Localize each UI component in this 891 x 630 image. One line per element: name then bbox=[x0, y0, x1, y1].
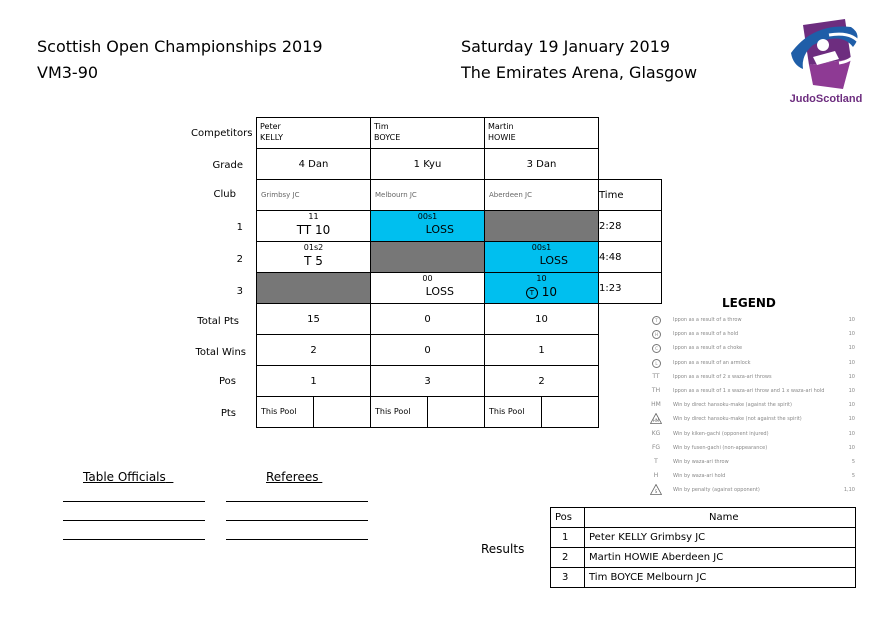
club-cell bbox=[485, 180, 599, 211]
club-name: Aberdeen JC bbox=[489, 191, 532, 199]
legend-description: Ippon as a result of 1 x waza-ari throw and 1 x waza-ari hold bbox=[673, 388, 825, 394]
legend-points: 10 bbox=[848, 317, 855, 323]
legend-item bbox=[650, 486, 865, 500]
throw-ippon-icon: T bbox=[526, 287, 538, 299]
legend-item bbox=[650, 344, 865, 358]
club-name: Melbourn JC bbox=[375, 191, 417, 199]
legend-points: 10 bbox=[848, 331, 855, 338]
label-club: Club bbox=[213, 189, 236, 200]
legend-item bbox=[650, 359, 865, 373]
legend-description: Ippon as a result of a hold bbox=[673, 331, 739, 338]
score-cell bbox=[485, 273, 599, 304]
pos-row bbox=[257, 366, 662, 397]
pos-cell: 1 bbox=[257, 366, 371, 397]
grade-cell: 4 Dan bbox=[257, 149, 371, 180]
results-pos-header: Pos bbox=[551, 508, 585, 528]
pool-grid bbox=[256, 117, 662, 428]
empty-cell bbox=[599, 149, 662, 180]
event-title: Scottish Open Championships 2019 bbox=[37, 37, 323, 56]
blank-cell bbox=[257, 273, 371, 304]
legend-points: 5 bbox=[851, 473, 855, 480]
legend-circle-icon: T bbox=[652, 316, 661, 325]
blank-cell bbox=[371, 242, 485, 273]
legend-title: LEGEND bbox=[722, 296, 776, 310]
pool-cell bbox=[371, 397, 485, 428]
result-pos: 1 bbox=[551, 528, 585, 548]
total-wins-row bbox=[257, 335, 662, 366]
legend-item bbox=[650, 458, 865, 472]
label-competitors: Competitors bbox=[191, 128, 253, 139]
pool-cell bbox=[257, 397, 371, 428]
score-code: 00 bbox=[422, 274, 433, 283]
result-name: Martin HOWIE Aberdeen JC bbox=[585, 548, 856, 568]
score-code: 10 bbox=[536, 274, 547, 283]
competitor-cell bbox=[485, 118, 599, 149]
pool-cell bbox=[485, 397, 599, 428]
pos-cell: 2 bbox=[485, 366, 599, 397]
legend-circle-icon: C bbox=[652, 344, 661, 353]
legend-item bbox=[650, 401, 865, 415]
legend-item bbox=[650, 472, 865, 486]
competitor-cell bbox=[371, 118, 485, 149]
total-wins-cell: 2 bbox=[257, 335, 371, 366]
legend-item bbox=[650, 444, 865, 458]
club-cell bbox=[371, 180, 485, 211]
legend-triangle-icon bbox=[650, 413, 662, 424]
legend-symbol: KG bbox=[651, 429, 661, 437]
results-row bbox=[551, 568, 856, 588]
referees-label: Referees bbox=[266, 470, 319, 484]
legend-description: Win by waza-ari hold bbox=[673, 473, 726, 480]
score-cell bbox=[485, 242, 599, 273]
result-name: Peter KELLY Grimbsy JC bbox=[585, 528, 856, 548]
legend-symbol: HM bbox=[651, 401, 661, 409]
legend-points: 10 bbox=[848, 388, 855, 394]
legend-description: Ippon as a result of a choke bbox=[673, 345, 743, 352]
label-pts: Pts bbox=[220, 408, 236, 419]
total-wins-cell: 0 bbox=[371, 335, 485, 366]
label-pos: Pos bbox=[218, 376, 236, 387]
legend-circle-icon: H bbox=[652, 330, 661, 339]
bout-row-1 bbox=[257, 211, 662, 242]
bout-time: 4:48 bbox=[599, 242, 662, 273]
legend-description: Win by fusen-gachi (non-appearance) bbox=[673, 444, 768, 451]
legend-description: Win by direct hansoku-make (not against the spirit) bbox=[673, 416, 802, 423]
legend-description: Ippon as a result of 2 x waza-ari throws bbox=[673, 373, 772, 380]
total-pts-cell: 15 bbox=[257, 304, 371, 335]
legend-description: Win by penalty (against opponent) bbox=[673, 487, 760, 494]
signature-line bbox=[226, 520, 368, 521]
legend-points: 10 bbox=[848, 416, 855, 423]
score-code: 11 bbox=[308, 212, 319, 221]
blank-cell bbox=[485, 211, 599, 242]
total-pts-cell: 0 bbox=[371, 304, 485, 335]
judoscotland-logo bbox=[783, 15, 869, 111]
pool-label: This Pool bbox=[257, 397, 314, 427]
total-pts-row bbox=[257, 304, 662, 335]
legend-triangle-icon bbox=[650, 484, 662, 495]
pool-label: This Pool bbox=[485, 397, 542, 427]
signature-line bbox=[63, 501, 205, 502]
results-row bbox=[551, 548, 856, 568]
svg-text:S: S bbox=[654, 489, 658, 495]
legend-item bbox=[650, 415, 865, 429]
label-total-pts: Total Pts bbox=[197, 316, 239, 327]
label-round-2: 2 bbox=[236, 254, 243, 265]
legend-item bbox=[650, 387, 865, 401]
pos-cell: 3 bbox=[371, 366, 485, 397]
competitor-last: KELLY bbox=[260, 133, 284, 142]
signature-line bbox=[226, 539, 368, 540]
score-number: 10 bbox=[541, 285, 558, 299]
svg-text:HM: HM bbox=[652, 418, 660, 424]
pool-label: This Pool bbox=[371, 397, 428, 427]
label-grade: Grade bbox=[212, 160, 243, 171]
grade-cell: 3 Dan bbox=[485, 149, 599, 180]
table-officials-label: Table Officials bbox=[83, 470, 166, 484]
result-name: Tim BOYCE Melbourn JC bbox=[585, 568, 856, 588]
legend-item bbox=[650, 373, 865, 387]
event-date: Saturday 19 January 2019 bbox=[461, 37, 671, 56]
legend-description: Win by direct hansoku-make (against the spirit) bbox=[673, 402, 792, 409]
empty-cell bbox=[599, 118, 662, 149]
time-header: Time bbox=[599, 180, 662, 211]
event-venue: The Emirates Arena, Glasgow bbox=[461, 63, 698, 82]
grade-cell: 1 Kyu bbox=[371, 149, 485, 180]
score-cell bbox=[371, 273, 485, 304]
results-row bbox=[551, 528, 856, 548]
score-cell bbox=[371, 211, 485, 242]
category-label: VM3-90 bbox=[37, 63, 99, 82]
signature-line bbox=[226, 501, 368, 502]
results-name-header: Name bbox=[585, 508, 856, 528]
legend-points: 1,10 bbox=[843, 487, 855, 494]
legend-item bbox=[650, 430, 865, 444]
total-wins-cell: 1 bbox=[485, 335, 599, 366]
results-header-row bbox=[551, 508, 856, 528]
score-code: 00s1 bbox=[417, 212, 438, 221]
loss-label: LOSS bbox=[425, 223, 454, 236]
club-name: Grimbsy JC bbox=[261, 191, 300, 199]
score-code: 01s2 bbox=[303, 243, 324, 252]
legend-item bbox=[650, 316, 865, 330]
table-officials-title bbox=[83, 470, 173, 484]
bout-time: 1:23 bbox=[599, 273, 662, 304]
club-row bbox=[257, 180, 662, 211]
grade-row bbox=[257, 149, 662, 180]
referees-title bbox=[266, 470, 322, 484]
legend-symbol: FG bbox=[651, 443, 661, 451]
results-label: Results bbox=[481, 542, 525, 556]
signature-line bbox=[63, 539, 205, 540]
bout-time: 2:28 bbox=[599, 211, 662, 242]
logo-text: JudoScotland bbox=[789, 93, 863, 105]
legend-description: Win by waza-ari throw bbox=[673, 459, 729, 465]
competitor-first: Peter bbox=[260, 122, 281, 131]
competitor-last: BOYCE bbox=[374, 133, 401, 142]
loss-label: LOSS bbox=[539, 254, 568, 267]
competitor-first: Tim bbox=[374, 122, 389, 131]
score-cell bbox=[257, 242, 371, 273]
score-cell bbox=[257, 211, 371, 242]
score-value bbox=[485, 285, 598, 299]
legend-points: 10 bbox=[848, 345, 855, 352]
result-pos: 2 bbox=[551, 548, 585, 568]
label-round-3: 3 bbox=[236, 286, 243, 297]
results-table bbox=[550, 507, 856, 588]
label-round-1: 1 bbox=[236, 222, 243, 233]
score-value: TT 10 bbox=[296, 223, 331, 237]
legend-circle-icon: L bbox=[652, 359, 661, 368]
label-total-wins: Total Wins bbox=[195, 347, 246, 358]
legend-symbol: H bbox=[653, 472, 659, 480]
club-cell bbox=[257, 180, 371, 211]
legend-description: Ippon as a result of a throw bbox=[673, 317, 742, 323]
legend-points: 10 bbox=[848, 444, 855, 451]
competitor-row bbox=[257, 118, 662, 149]
score-code: 00s1 bbox=[531, 243, 552, 252]
legend-description: Ippon as a result of an armlock bbox=[673, 359, 751, 366]
pts-row bbox=[257, 397, 662, 428]
legend-points: 10 bbox=[848, 402, 855, 409]
bout-row-3 bbox=[257, 273, 662, 304]
signature-line bbox=[63, 520, 205, 521]
loss-label: LOSS bbox=[425, 285, 454, 298]
result-pos: 3 bbox=[551, 568, 585, 588]
legend-symbol: TH bbox=[651, 387, 661, 394]
legend-description: Win by kiken-gachi (opponent injured) bbox=[673, 430, 769, 437]
bout-row-2 bbox=[257, 242, 662, 273]
legend-points: 10 bbox=[848, 359, 855, 366]
total-pts-cell: 10 bbox=[485, 304, 599, 335]
legend-points: 10 bbox=[848, 430, 855, 437]
competitor-last: HOWIE bbox=[488, 133, 516, 142]
competitor-first: Martin bbox=[488, 122, 514, 131]
legend-symbol: T bbox=[654, 458, 658, 465]
legend-points: 5 bbox=[851, 459, 855, 465]
score-value: T 5 bbox=[304, 254, 323, 268]
legend-item bbox=[650, 330, 865, 344]
legend-points: 10 bbox=[848, 373, 855, 380]
legend-symbol: TT bbox=[652, 372, 660, 380]
competitor-cell bbox=[257, 118, 371, 149]
